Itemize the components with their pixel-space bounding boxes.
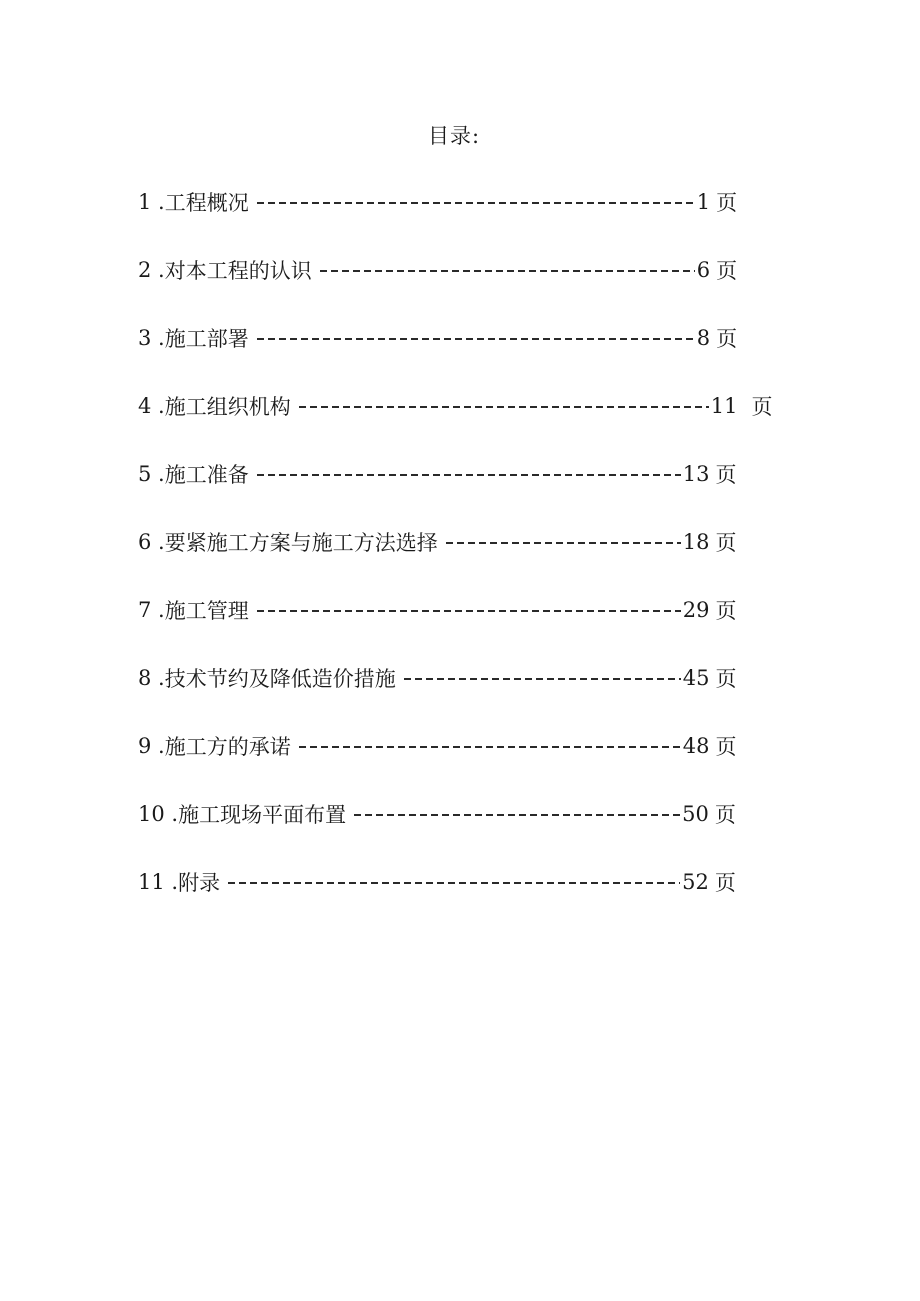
toc-entry-title: 施工准备	[164, 463, 249, 487]
toc-title: 目录:	[427, 124, 481, 148]
toc-entry[interactable]	[138, 590, 736, 630]
toc-dot-leader	[320, 270, 695, 272]
toc-entry[interactable]	[138, 658, 736, 698]
toc-entry-page-number: 52	[682, 870, 709, 894]
toc-entry[interactable]	[138, 454, 736, 494]
toc-entry-number: 10	[138, 802, 165, 826]
toc-entry-page-suffix: 页	[751, 395, 773, 419]
toc-entry-number: 11	[138, 870, 165, 894]
toc-entry-separator: .	[151, 666, 165, 690]
toc-entry-number: 3	[138, 326, 152, 350]
toc-entry-separator: .	[151, 326, 165, 350]
toc-dot-leader	[257, 610, 681, 612]
toc-entry-separator: .	[151, 530, 165, 554]
toc-entry[interactable]	[138, 726, 736, 766]
toc-dot-leader	[228, 882, 680, 884]
toc-entry-title: 对本工程的认识	[164, 259, 312, 283]
toc-entry-separator: .	[151, 394, 165, 418]
toc-entry-number: 5	[138, 462, 152, 486]
toc-entry-page-suffix: 页	[715, 463, 737, 487]
toc-entry-page-suffix: 页	[716, 191, 738, 215]
toc-entry-separator: .	[164, 802, 179, 826]
toc-dot-leader	[257, 338, 695, 340]
toc-entry-page-suffix: 页	[715, 735, 737, 759]
toc-entry-number: 8	[138, 666, 152, 690]
toc-entry[interactable]	[138, 522, 736, 562]
toc-dot-leader	[404, 678, 681, 680]
toc-entry-page-number: 45	[682, 666, 710, 690]
toc-entry[interactable]	[138, 318, 737, 358]
toc-dot-leader	[299, 406, 709, 408]
toc-entry-title: 施工部署	[164, 327, 249, 351]
toc-entry-title: 技术节约及降低造价措施	[164, 667, 396, 691]
toc-entry-page-suffix: 页	[716, 259, 738, 283]
toc-entry-page-suffix: 页	[714, 871, 736, 895]
toc-entry-page-number: 11	[710, 394, 738, 418]
toc-entry-page-suffix: 页	[715, 531, 737, 555]
toc-entry-separator: .	[151, 734, 165, 758]
toc-entry-page-number: 8	[696, 326, 711, 350]
toc-entry-title: 施工组织机构	[164, 395, 291, 419]
toc-entry-number: 1	[138, 190, 152, 214]
toc-entry-separator: .	[151, 190, 165, 214]
toc-entry-page-number: 13	[682, 462, 710, 486]
toc-entry-page-suffix: 页	[716, 327, 738, 351]
toc-entry-page-number: 50	[682, 802, 709, 826]
toc-entry-separator: .	[151, 462, 165, 486]
toc-entry-separator: .	[151, 598, 165, 622]
toc-entry-page-suffix: 页	[715, 667, 737, 691]
toc-entry-title: 施工方的承诺	[164, 735, 291, 759]
toc-entry-separator: .	[151, 258, 165, 282]
toc-dot-leader	[257, 474, 681, 476]
toc-entry-page-suffix: 页	[714, 803, 736, 827]
toc-entry-number: 2	[138, 258, 152, 282]
toc-dot-leader	[354, 814, 680, 816]
toc-entry[interactable]	[138, 386, 772, 426]
toc-entry-title: 施工现场平面布置	[178, 803, 347, 827]
toc-entry-title: 附录	[178, 871, 221, 895]
toc-entry-title: 工程概况	[164, 191, 249, 215]
toc-dot-leader	[299, 746, 681, 748]
toc-entry-page-suffix: 页	[715, 599, 737, 623]
toc-dot-leader	[446, 542, 681, 544]
toc-dot-leader	[257, 202, 695, 204]
toc-entry-page-number: 1	[696, 190, 711, 214]
toc-entry-page-number: 18	[682, 530, 710, 554]
toc-entry-number: 6	[138, 530, 152, 554]
toc-entry-number: 9	[138, 734, 152, 758]
toc-entry-page-number: 6	[696, 258, 711, 282]
toc-entry-separator: .	[164, 870, 179, 894]
toc-entry[interactable]	[138, 250, 737, 290]
toc-entry-page-number: 48	[682, 734, 710, 758]
toc-entry-number: 4	[138, 394, 152, 418]
toc-entry[interactable]	[138, 794, 736, 834]
toc-entry[interactable]	[138, 862, 736, 902]
toc-entry-title: 要紧施工方案与施工方法选择	[164, 531, 438, 555]
toc-entry-page-number: 29	[682, 598, 710, 622]
toc-entry[interactable]	[138, 182, 737, 222]
toc-entry-number: 7	[138, 598, 152, 622]
toc-entry-title: 施工管理	[164, 599, 249, 623]
